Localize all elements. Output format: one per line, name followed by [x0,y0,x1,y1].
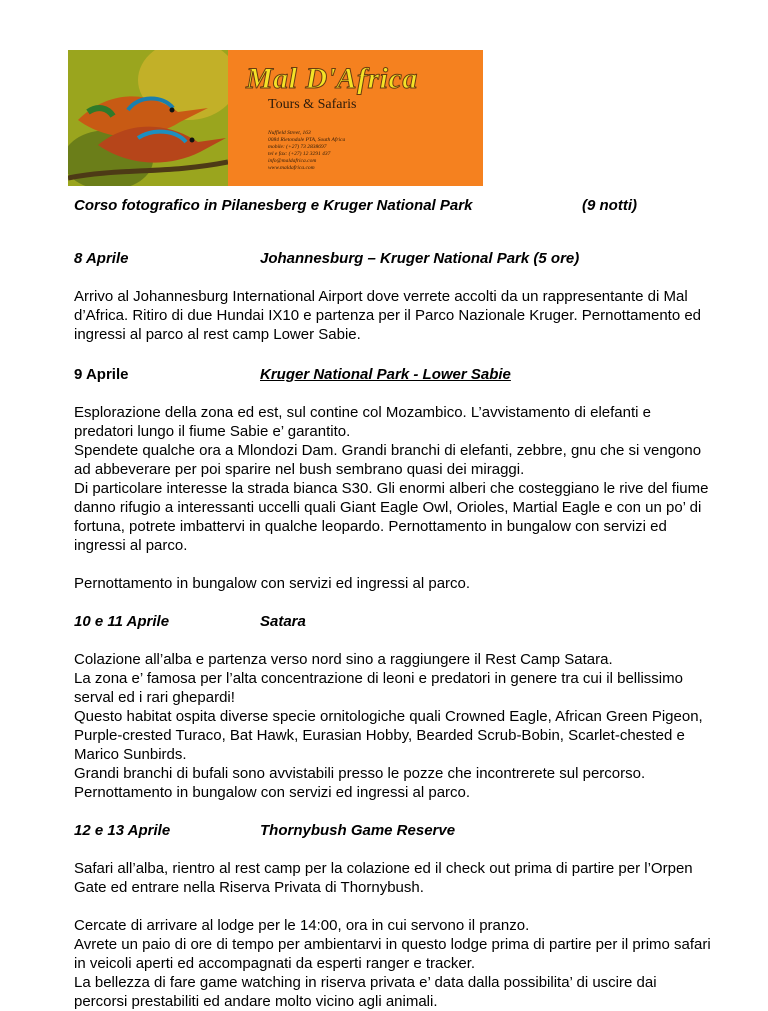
brand-logo: Mal D'Africa [246,62,418,95]
paragraph: Safari all’alba, rientro al rest camp per la colazione ed il check out prima di partire per l’Orpen Gate ed entrare nella Riserva Privata di Thornybush. [74,860,693,896]
day-date: 9 Aprile [74,366,129,383]
contact-line: 0084 Rietondale PTA, South Africa [268,137,346,143]
paragraph: Spendete qualche ora a Mlondozi Dam. Grandi branchi di elefanti, zebbre, gnu che si vengono ad abbeverare per poi sparire nel bush sembrano quasi dei miraggi. [74,442,702,478]
document-title [74,196,714,215]
contact-block [268,130,345,172]
day-date: 8 Aprile [74,250,129,267]
paragraph: Pernottamento in bungalow con servizi ed ingressi al parco. [74,575,471,592]
day-place: Kruger National Park - Lower Sabie [260,366,511,383]
paragraph: Arrivo al Johannesburg International Airport dove verrete accolti da un rappresentante di Mal d’Africa. Ritiro di due Hundai IX10 e partenza per il Parco Nazionale Kruger. Pernottamento ed ingressi al parco al rest camp Lower Sabie. [74,288,702,343]
day-heading [74,612,714,631]
paragraph: La bellezza di fare game watching in riserva privata e’ data dalla possibilita’ di uscire dai percorsi prestabiliti ed andare molto vicino agli animali. [74,974,657,1010]
paragraph: Cercate di arrivare al lodge per le 14:00, ora in cui servono il pranzo. [74,917,530,934]
paragraph: Questo habitat ospita diverse specie ornitologiche quali Crowned Eagle, African Green Pigeon, Purple-crested Turaco, Bat Hawk, Eurasian Hobby, Bearded Scrub-Bobin, Scarlet-chested e Marico Sunbirds. [74,708,703,763]
day-date: 10 e 11 Aprile [74,613,170,630]
day-heading [74,821,714,840]
day-heading [74,249,714,268]
paragraph: La zona e’ famosa per l’alta concentrazione di leoni e predatori in genere tra cui il bellissimo serval ed i rari ghepardi! [74,670,683,706]
day-place: Johannesburg – Kruger National Park (5 ore) [260,250,580,267]
paragraph: Di particolare interesse la strada bianca S30. Gli enormi alberi che costeggiano le rive del fiume danno rifugio a interessanti uccelli quali Giant Eagle Owl, Orioles, Martial Eagle e con un po’ di fortuna, potrete imbattervi in qualche leopardo. Pernottamento in bungalow con servizi ed ingressi al parco. [74,480,709,554]
paragraph: Esplorazione della zona ed est, sul contine col Mozambico. L’avvistamento di elefanti e predatori lungo il fiume Sabie e’ garantito. [74,404,651,440]
paragraph: Colazione all’alba e partenza verso nord sino a raggiungere il Rest Camp Satara. [74,651,613,668]
paragraph: Grandi branchi di bufali sono avvistabili presso le pozze che incontrerete sul percorso. Pernottamento in bungalow con servizi ed ingressi al parco. [74,765,646,801]
bee-eater-birds-photo [68,50,228,186]
nights-count: (9 notti) [582,197,637,214]
day-heading [74,365,714,384]
banner-brand-area [228,50,483,186]
birds-illustration [68,50,228,186]
brand-tagline: Tours & Safaris [268,97,357,112]
contact-line: www.maldafrica.com [268,165,315,171]
title-text: Corso fotografico in Pilanesberg e Kruger National Park [74,197,473,214]
day-place: Thornybush Game Reserve [260,822,456,839]
contact-line: info@maldafrica.com [268,158,317,164]
header-banner [68,50,483,186]
contact-line: Nuffield Street, 163 [268,130,311,136]
day-place: Satara [260,613,306,630]
day-date: 12 e 13 Aprile [74,822,171,839]
contact-line: tel e fax: (+27) 12 3291 437 [268,151,331,157]
itinerary-document [74,196,714,1011]
paragraph: Avrete un paio di ore di tempo per ambientarvi in questo lodge prima di partire per il primo safari in veicoli aperti ed accompagnati da esperti ranger e tracker. [74,936,711,972]
contact-line: mobile: (+27) 73 2838697 [268,144,327,150]
